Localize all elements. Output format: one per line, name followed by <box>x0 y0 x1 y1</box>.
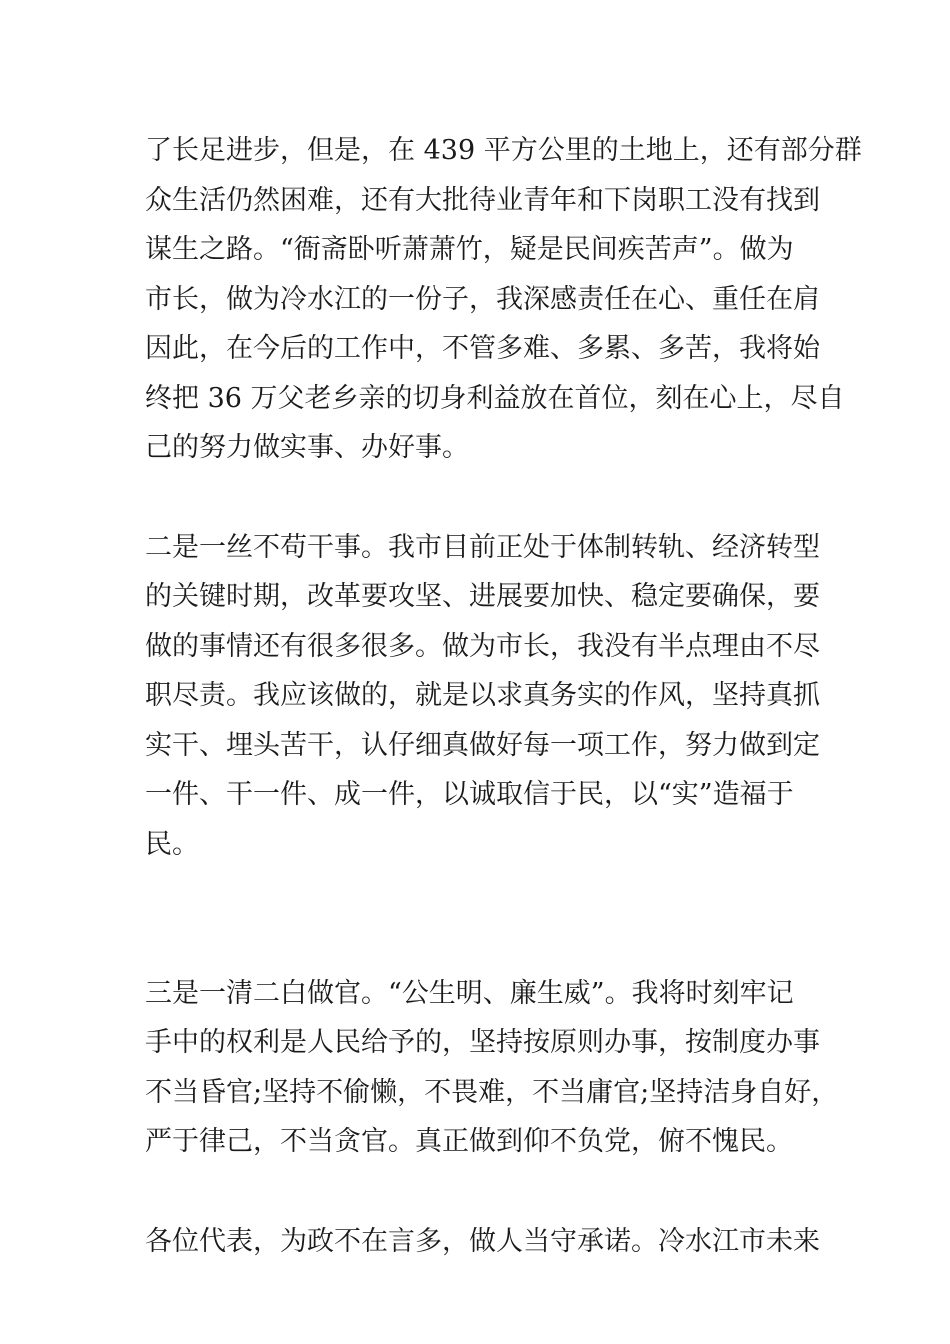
text-line: 做的事情还有很多很多。做为市长，我没有半点理由不尽 <box>145 630 820 662</box>
text-line: 实干、埋头苦干，认仔细真做好每一项工作，努力做到定 <box>145 729 820 761</box>
text-line: 终把 36 万父老乡亲的切身利益放在首位，刻在心上，尽自 <box>145 382 845 414</box>
paragraph-1 <box>145 126 862 473</box>
text-line: 各位代表，为政不在言多，做人当守承诺。冷水江市未来 <box>145 1225 820 1257</box>
text-line: 的关键时期，改革要攻坚、进展要加快、稳定要确保，要 <box>145 581 820 612</box>
text-line: 因此，在今后的工作中，不管多难、多累、多苦，我将始 <box>145 333 820 364</box>
document-body <box>145 126 862 1266</box>
paragraph-spacer <box>145 1167 815 1217</box>
text-line <box>145 869 815 919</box>
text-line: 二是一丝不苟干事。我市目前正处于体制转轨、经济转型 <box>145 531 820 563</box>
text-line: 谋生之路。“衙斋卧听萧萧竹，疑是民间疾苦声”。做为 <box>145 234 794 265</box>
paragraph-spacer <box>145 919 815 969</box>
text-line: 了长足进步，但是，在 439 平方公里的土地上，还有部分群 <box>145 135 862 166</box>
text-line: 己的努力做实事、办好事。 <box>145 432 469 463</box>
text-line: 一件、干一件、成一件，以诚取信于民，以“实”造福于 <box>145 779 794 810</box>
paragraph-spacer <box>145 473 815 523</box>
text-line: 民。 <box>145 828 199 860</box>
text-line: 不当昏官;坚持不偷懒，不畏难，不当庸官;坚持洁身自好， <box>145 1076 839 1108</box>
paragraph-3 <box>145 969 839 1167</box>
text-line: 手中的权利是人民给予的，坚持按原则办事，按制度办事 <box>145 1027 820 1058</box>
paragraph-4 <box>145 1217 820 1267</box>
paragraph-2 <box>145 523 820 919</box>
text-line: 严于律己，不当贪官。真正做到仰不负党，俯不愧民。 <box>145 1126 793 1157</box>
text-line: 职尽责。我应该做的，就是以求真务实的作风，坚持真抓 <box>145 680 820 711</box>
text-line: 三是一清二白做官。“公生明、廉生威”。我将时刻牢记 <box>145 977 794 1009</box>
text-line: 市长，做为冷水江的一份子，我深感责任在心、重任在肩 <box>145 283 820 315</box>
text-line: 众生活仍然困难，还有大批待业青年和下岗职工没有找到 <box>145 184 820 216</box>
